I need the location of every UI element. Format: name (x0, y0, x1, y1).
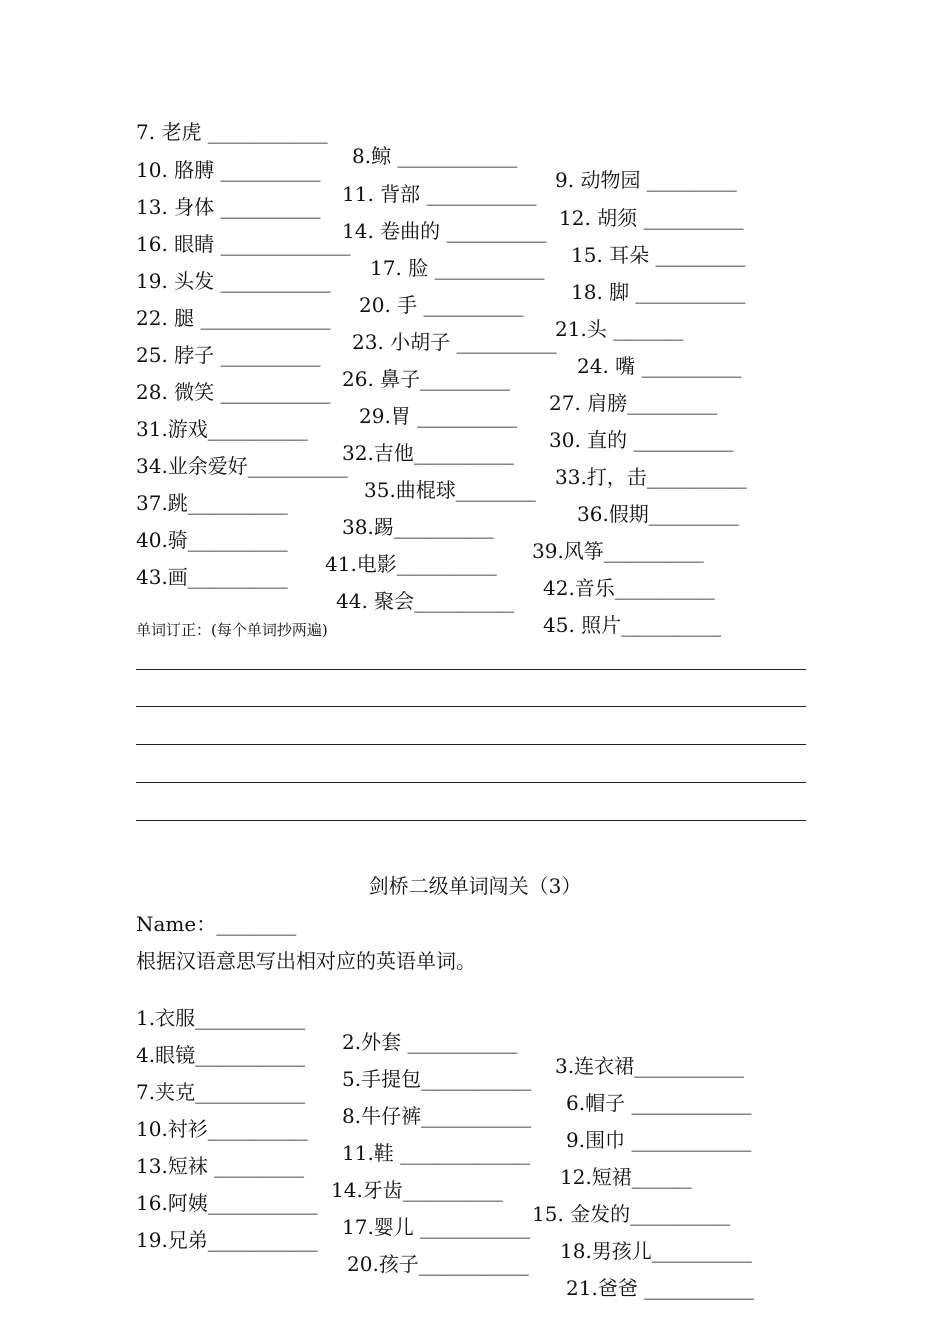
vocab-item: 33.打，击__________ (555, 465, 747, 489)
correction-line[interactable] (136, 669, 806, 670)
vocab-item: 14. 卷曲的 __________ (342, 219, 547, 243)
vocab-item: 12. 胡须 __________ (559, 206, 744, 230)
vocab-item: 5.手提包___________ (342, 1067, 532, 1091)
correction-line[interactable] (136, 744, 806, 745)
correction-line[interactable] (136, 782, 806, 783)
vocab-item: 23. 小胡子 __________ (352, 330, 557, 354)
vocab-item: 40.骑__________ (136, 528, 288, 552)
vocab-item: 3.连衣裙___________ (555, 1054, 745, 1078)
vocab-item: 26. 鼻子_________ (342, 367, 511, 391)
vocab-item: 24. 嘴 __________ (577, 354, 742, 378)
name-line: Name：________ (136, 912, 297, 936)
correction-label: 单词订正：(每个单词抄两遍) (136, 621, 328, 639)
vocab-item: 41.电影__________ (325, 552, 497, 576)
vocab-item: 12.短裙______ (560, 1165, 692, 1189)
vocab-item: 45. 照片__________ (543, 613, 722, 637)
vocab-item: 4.眼镜___________ (136, 1043, 306, 1067)
vocab-item: 8.牛仔裤___________ (342, 1104, 532, 1128)
instruction-text: 根据汉语意思写出相对应的英语单词。 (136, 949, 476, 973)
vocab-item: 19. 头发 ___________ (136, 269, 331, 293)
vocab-item: 30. 直的 __________ (549, 428, 734, 452)
vocab-item: 35.曲棍球________ (364, 478, 536, 502)
vocab-item: 6.帽子 ____________ (566, 1091, 752, 1115)
correction-line[interactable] (136, 706, 806, 707)
vocab-item: 28. 微笑 ___________ (136, 380, 331, 404)
vocab-item: 10.衬衫__________ (136, 1117, 308, 1141)
vocab-item: 36.假期_________ (577, 502, 739, 526)
vocab-item: 18. 脚 ___________ (571, 280, 746, 304)
vocab-item: 22. 腿 _____________ (136, 306, 331, 330)
vocab-item: 10. 胳膊 __________ (136, 158, 321, 182)
vocab-item: 44. 聚会__________ (336, 589, 515, 613)
vocab-item: 1.衣服___________ (136, 1006, 306, 1030)
vocab-item: 14.牙齿__________ (331, 1178, 503, 1202)
vocab-item: 34.业余爱好__________ (136, 454, 348, 478)
section-title: 剑桥二级单词闯关（3） (368, 874, 582, 898)
vocab-item: 17.婴儿 ___________ (342, 1215, 531, 1239)
vocab-item: 9.围巾 ____________ (566, 1128, 752, 1152)
vocab-item: 21.头 _______ (555, 317, 684, 341)
vocab-item: 25. 脖子 __________ (136, 343, 321, 367)
vocab-item: 42.音乐__________ (543, 576, 715, 600)
vocab-item: 16. 眼睛 _____________ (136, 232, 351, 256)
vocab-item: 9. 动物园 _________ (555, 168, 737, 192)
correction-line[interactable] (136, 820, 806, 821)
vocab-item: 29.胃 __________ (359, 404, 518, 428)
vocab-item: 43.画__________ (136, 565, 288, 589)
vocab-item: 32.吉他__________ (342, 441, 514, 465)
vocab-item: 7. 老虎 ____________ (136, 120, 328, 144)
vocab-item: 2.外套 ___________ (342, 1030, 518, 1054)
vocab-item: 37.跳__________ (136, 491, 288, 515)
vocab-item: 16.阿姨___________ (136, 1191, 318, 1215)
vocab-item: 13.短袜 _________ (136, 1154, 305, 1178)
vocab-item: 11. 背部 ___________ (342, 182, 537, 206)
vocab-item: 20. 手 __________ (359, 293, 524, 317)
vocab-item: 11.鞋 _____________ (342, 1141, 531, 1165)
vocab-item: 21.爸爸 ___________ (566, 1276, 755, 1300)
vocab-item: 15. 耳朵 _________ (571, 243, 746, 267)
vocab-item: 18.男孩儿__________ (560, 1239, 752, 1263)
vocab-item: 15. 金发的__________ (532, 1202, 731, 1226)
vocab-item: 20.孩子___________ (347, 1252, 529, 1276)
vocab-item: 8.鲸 ____________ (352, 144, 518, 168)
vocab-item: 17. 脸 ___________ (370, 256, 545, 280)
vocab-item: 19.兄弟___________ (136, 1228, 318, 1252)
vocab-item: 7.夹克___________ (136, 1080, 306, 1104)
vocab-item: 31.游戏__________ (136, 417, 308, 441)
vocab-item: 38.踢__________ (342, 515, 494, 539)
vocab-item: 13. 身体 __________ (136, 195, 321, 219)
vocab-item: 39.风筝__________ (532, 539, 704, 563)
vocab-item: 27. 肩膀_________ (549, 391, 718, 415)
